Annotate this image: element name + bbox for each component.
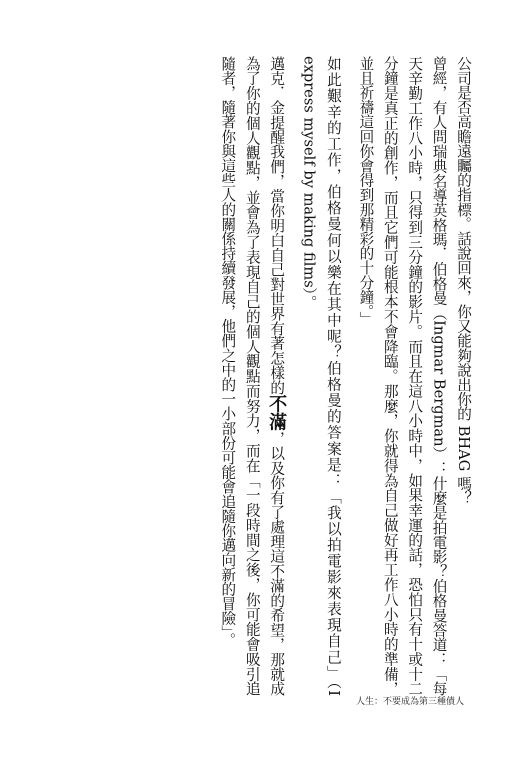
paragraph-4 [215, 56, 288, 696]
paragraph-2 [353, 56, 451, 696]
body-text [207, 56, 475, 696]
paragraph-3 [296, 56, 345, 696]
paragraph-4-before: 邁克．金提醒我們，當你明白自己對世界有著怎樣的 [268, 56, 286, 395]
paragraph-3-text: 如此艱辛的工作，伯格曼何以樂在其中呢？伯格曼的答案是：「我以拍電影來表現自己」（I express myself by making films）。 [300, 56, 342, 696]
paragraph-2-text: 曾經，有人問瑞典名導英格瑪．伯格曼（Ingmar Bergman）：什麼是拍電影？伯格曼答道：「每天辛勤工作八小時，只得到三分鐘的影片。而且在這八小時中，如果幸運的話，恐怕只有十或十二分鐘是真正的創作，而且它們可能根本不會降臨。那麼，你就得為自己做好再工作八小時的準備，並且祈禱這回你會得到那精彩的十分鐘。」 [357, 56, 448, 696]
paragraph-1-text: 公司是否高瞻遠矚的指標。話說回來，你又能夠說出你的 BHAG 嗎？ [455, 56, 472, 506]
paragraph-4-after: ，以及你有了處理這不滿的希望，那就成為了你的個人觀點，並會為了表現自己的個人觀點而努力，而在「一段時間之後，你可能會吸引追隨者，隨著你與這些人的關係持續發展，他們之中的一小部份可能會追隨你邁向新的冒險」。 [219, 56, 286, 696]
running-footer: 人生：不要成為第三種債人 [355, 697, 464, 707]
paragraph-4-emphasis: 不滿 [266, 394, 288, 432]
paragraph-1 [451, 56, 475, 696]
